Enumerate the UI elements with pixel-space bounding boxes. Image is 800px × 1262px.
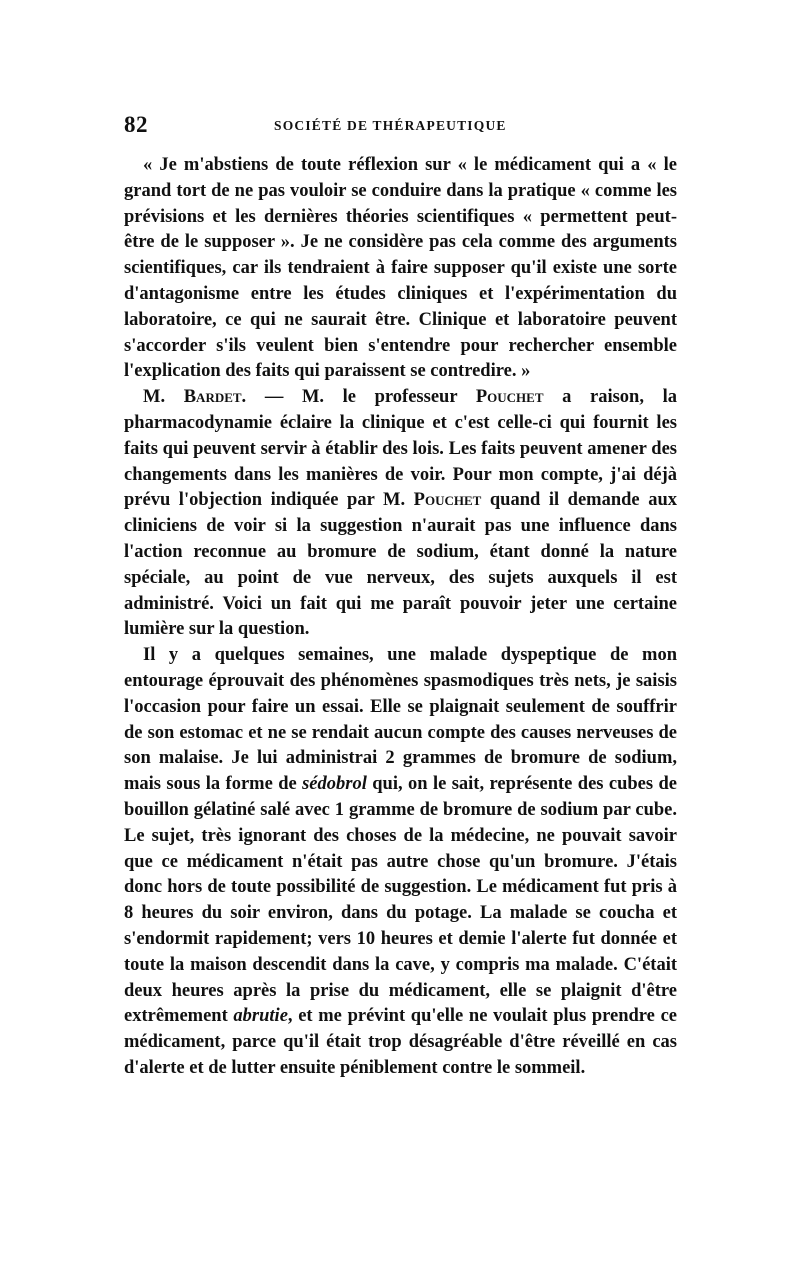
paragraph-text: — M. le professeur	[246, 387, 476, 408]
person-name: Pouchet	[475, 387, 544, 408]
paragraph-text: a raison, la pharmacodynamie éclaire la clinique et c'est celle-ci qui fournit les faits qui peuvent servir à établir des lois. Les faits peuvent amener des changements dans les manières de voir. Pour mon compte, j'ai déjà prévu l'objection indiquée par M.	[124, 387, 677, 511]
paragraph-case-report	[124, 643, 677, 1082]
running-title: SOCIÉTÉ DE THÉRAPEUTIQUE	[274, 118, 507, 133]
page-number: 82	[124, 112, 148, 137]
paragraph-quote: « Je m'abstiens de toute réflexion sur « le médicament qui a « le grand tort de ne pas vouloir se conduire dans la pratique « comme les prévisions et les dernières théories scientifiques « permettent peut-être de le supposer ». Je ne considère pas cela comme des arguments scientifiques, car ils tendraient à faire supposer qu'il existe une sorte d'antagonisme entre les études cliniques et l'expérimentation du laboratoire, ce qui ne saurait être. Clinique et laboratoire peuvent s'accorder s'ils veulent bien s'entendre pour rechercher ensemble l'explication des faits qui paraissent se contredire. »	[124, 155, 677, 382]
paragraph-text: quand il demande aux cliniciens de voir si la suggestion n'aurait pas une influence dans l'action reconnue au bromure de sodium, étant donné la nature spéciale, au point de vue nerveux, des sujets auxquels il est administré. Voici un fait qui me paraît pouvoir jeter une certaine lumière sur la question.	[124, 490, 677, 640]
paragraph-bardet	[124, 385, 677, 643]
italic-term: sédobrol	[302, 774, 367, 795]
person-name: Pouchet	[413, 490, 482, 511]
speaker-name: M. Bardet.	[143, 387, 247, 408]
body-text	[124, 153, 677, 1082]
paragraph-text: , et me prévint qu'elle ne voulait plus prendre ce médicament, parce qu'il était trop désagréable d'être réveillé en cas d'alerte et de lutter ensuite péniblement contre le sommeil.	[124, 1006, 677, 1078]
italic-term: abrutie	[233, 1006, 288, 1027]
page-header	[124, 112, 676, 142]
paragraph-text: qui, on le sait, représente des cubes de bouillon gélatiné salé avec 1 gramme de bromure de sodium par cube. Le sujet, très ignorant des choses de la médecine, ne pouvait savoir que ce médicament n'était pas autre chose qu'un bromure. J'étais donc hors de toute possibilité de suggestion. Le médicament fut pris à 8 heures du soir environ, dans du potage. La malade se coucha et s'endormit rapidement; vers 10 heures et demie l'alerte fut donnée et toute la maison descendit dans la cave, y compris ma malade. C'était deux heures après la prise du médicament, elle se plaignit d'être extrêmement	[124, 774, 677, 1027]
paragraph-text: Il y a quelques semaines, une malade dyspeptique de mon entourage éprouvait des phénomènes spasmodiques très nets, je saisis l'occasion pour faire un essai. Elle se plaignait seulement de souffrir de son estomac et ne se rendait aucun compte des causes nerveuses de son malaise. Je lui administrai 2 grammes de bromure de sodium, mais sous la forme de	[124, 645, 677, 795]
